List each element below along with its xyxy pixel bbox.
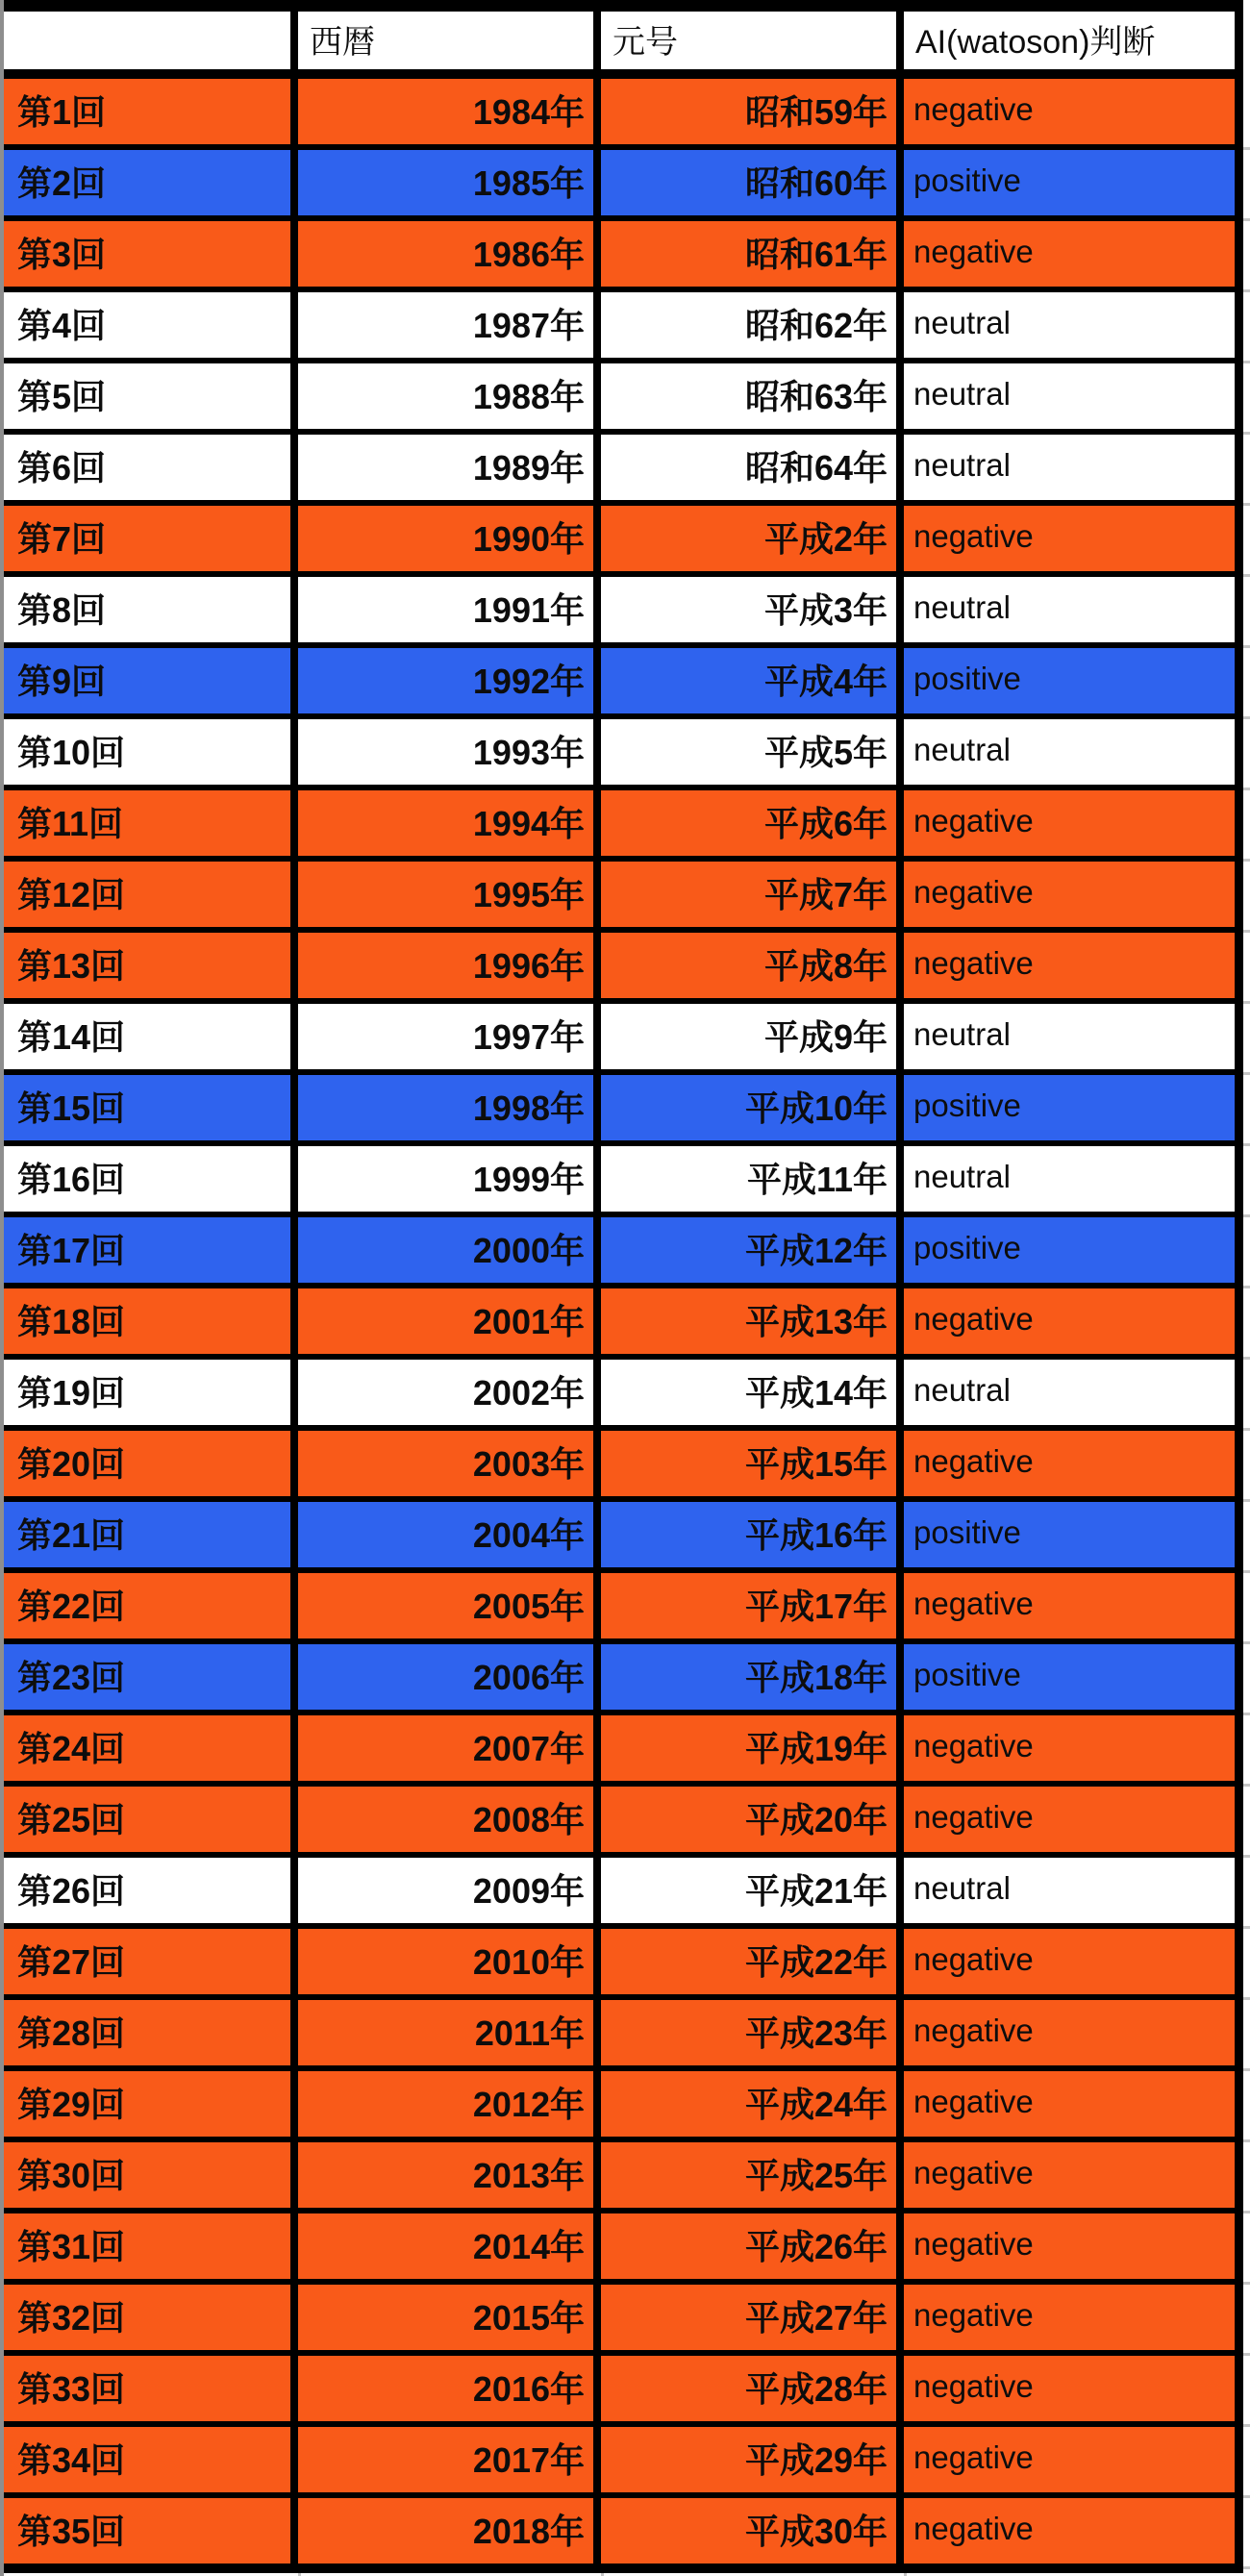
judgment-cell: neutral (904, 577, 1243, 648)
round-cell: 第14回 (4, 1004, 298, 1075)
era-year-cell: 平成12年 (601, 1217, 904, 1288)
table-row (4, 2000, 1243, 2071)
era-year-cell: 平成14年 (601, 1360, 904, 1431)
table-row (4, 1146, 1243, 1217)
era-year-cell: 平成30年 (601, 2498, 904, 2573)
era-year-cell: 平成6年 (601, 790, 904, 862)
round-cell: 第29回 (4, 2071, 298, 2142)
right-gridline-strip (1243, 79, 1250, 2573)
table-row (4, 2213, 1243, 2285)
judgment-cell: positive (904, 1502, 1243, 1573)
western-year-cell: 2012年 (298, 2071, 601, 2142)
judgment-cell: negative (904, 506, 1243, 577)
round-cell: 第2回 (4, 150, 298, 221)
era-year-cell: 平成22年 (601, 1929, 904, 2000)
western-year-cell: 2005年 (298, 1573, 601, 1644)
table-row (4, 435, 1243, 506)
table-row (4, 1573, 1243, 1644)
round-cell: 第27回 (4, 1929, 298, 2000)
era-year-cell: 平成29年 (601, 2427, 904, 2498)
judgment-cell: neutral (904, 363, 1243, 435)
table-row (4, 2498, 1243, 2573)
western-year-cell: 1990年 (298, 506, 601, 577)
era-year-cell: 昭和59年 (601, 79, 904, 150)
judgment-cell: negative (904, 221, 1243, 292)
judgment-cell: negative (904, 2213, 1243, 2285)
round-cell: 第5回 (4, 363, 298, 435)
western-year-cell: 2014年 (298, 2213, 601, 2285)
western-year-cell: 1984年 (298, 79, 601, 150)
judgment-cell: neutral (904, 1360, 1243, 1431)
table-row (4, 1502, 1243, 1573)
western-year-cell: 1993年 (298, 719, 601, 790)
judgment-cell: negative (904, 1787, 1243, 1858)
table-row (4, 577, 1243, 648)
western-year-cell: 2009年 (298, 1858, 601, 1929)
round-cell: 第15回 (4, 1075, 298, 1146)
table-row (4, 150, 1243, 221)
round-cell: 第32回 (4, 2285, 298, 2356)
judgment-cell: negative (904, 2142, 1243, 2213)
western-year-cell: 1988年 (298, 363, 601, 435)
round-cell: 第16回 (4, 1146, 298, 1217)
western-year-cell: 2001年 (298, 1288, 601, 1360)
era-year-cell: 平成8年 (601, 933, 904, 1004)
table-row (4, 719, 1243, 790)
era-year-cell: 平成17年 (601, 1573, 904, 1644)
table-row (4, 506, 1243, 577)
table-row (4, 2356, 1243, 2427)
era-year-cell: 平成24年 (601, 2071, 904, 2142)
judgment-cell: positive (904, 1644, 1243, 1715)
round-cell: 第3回 (4, 221, 298, 292)
table-row (4, 2285, 1243, 2356)
era-year-cell: 平成18年 (601, 1644, 904, 1715)
table-row (4, 79, 1243, 150)
table-row (4, 1715, 1243, 1787)
era-year-cell: 昭和64年 (601, 435, 904, 506)
table-row (4, 221, 1243, 292)
era-year-cell: 平成21年 (601, 1858, 904, 1929)
era-year-cell: 平成7年 (601, 862, 904, 933)
western-year-cell: 2006年 (298, 1644, 601, 1715)
table-row (4, 1288, 1243, 1360)
judgment-cell: negative (904, 1288, 1243, 1360)
western-year-cell: 1995年 (298, 862, 601, 933)
header-ai-judgment: AI(watoson)判断 (904, 0, 1243, 79)
round-cell: 第35回 (4, 2498, 298, 2573)
western-year-cell: 2017年 (298, 2427, 601, 2498)
western-year-cell: 2003年 (298, 1431, 601, 1502)
western-year-cell: 1986年 (298, 221, 601, 292)
round-cell: 第8回 (4, 577, 298, 648)
round-cell: 第30回 (4, 2142, 298, 2213)
round-cell: 第19回 (4, 1360, 298, 1431)
era-year-cell: 平成13年 (601, 1288, 904, 1360)
round-cell: 第10回 (4, 719, 298, 790)
era-year-cell: 昭和61年 (601, 221, 904, 292)
western-year-cell: 2010年 (298, 1929, 601, 2000)
judgment-cell: negative (904, 862, 1243, 933)
table-row (4, 648, 1243, 719)
judgment-cell: neutral (904, 435, 1243, 506)
western-year-cell: 1989年 (298, 435, 601, 506)
header-western-year: 西暦 (298, 0, 601, 79)
era-year-cell: 平成15年 (601, 1431, 904, 1502)
era-year-cell: 平成2年 (601, 506, 904, 577)
round-cell: 第11回 (4, 790, 298, 862)
judgment-cell: negative (904, 790, 1243, 862)
round-cell: 第12回 (4, 862, 298, 933)
judgment-cell: negative (904, 79, 1243, 150)
round-cell: 第13回 (4, 933, 298, 1004)
table-row (4, 1075, 1243, 1146)
round-cell: 第33回 (4, 2356, 298, 2427)
table-row (4, 2427, 1243, 2498)
judgment-cell: positive (904, 648, 1243, 719)
table-row (4, 2142, 1243, 2213)
era-year-cell: 平成25年 (601, 2142, 904, 2213)
round-cell: 第22回 (4, 1573, 298, 1644)
judgment-cell: negative (904, 1431, 1243, 1502)
table-row (4, 1787, 1243, 1858)
table-row (4, 1644, 1243, 1715)
western-year-cell: 1994年 (298, 790, 601, 862)
judgment-cell: negative (904, 933, 1243, 1004)
era-year-cell: 平成5年 (601, 719, 904, 790)
western-year-cell: 2016年 (298, 2356, 601, 2427)
era-year-cell: 平成20年 (601, 1787, 904, 1858)
table-row (4, 363, 1243, 435)
round-cell: 第34回 (4, 2427, 298, 2498)
judgment-cell: positive (904, 1075, 1243, 1146)
era-year-cell: 平成27年 (601, 2285, 904, 2356)
western-year-cell: 2018年 (298, 2498, 601, 2573)
western-year-cell: 1998年 (298, 1075, 601, 1146)
judgment-cell: negative (904, 2427, 1243, 2498)
round-cell: 第28回 (4, 2000, 298, 2071)
western-year-cell: 2015年 (298, 2285, 601, 2356)
western-year-cell: 1992年 (298, 648, 601, 719)
round-cell: 第4回 (4, 292, 298, 363)
judgment-cell: neutral (904, 1146, 1243, 1217)
western-year-cell: 1996年 (298, 933, 601, 1004)
judgment-cell: negative (904, 1715, 1243, 1787)
era-year-cell: 平成19年 (601, 1715, 904, 1787)
judgment-cell: positive (904, 1217, 1243, 1288)
table-row (4, 1004, 1243, 1075)
judgment-cell: negative (904, 2356, 1243, 2427)
round-cell: 第31回 (4, 2213, 298, 2285)
table-row (4, 2071, 1243, 2142)
table-body (4, 79, 1243, 2573)
western-year-cell: 1985年 (298, 150, 601, 221)
era-year-cell: 平成3年 (601, 577, 904, 648)
judgment-cell: negative (904, 2285, 1243, 2356)
western-year-cell: 2002年 (298, 1360, 601, 1431)
era-year-cell: 平成4年 (601, 648, 904, 719)
table-row (4, 1431, 1243, 1502)
era-year-cell: 昭和60年 (601, 150, 904, 221)
table-row (4, 790, 1243, 862)
round-cell: 第23回 (4, 1644, 298, 1715)
judgment-cell: negative (904, 1929, 1243, 2000)
era-year-cell: 平成16年 (601, 1502, 904, 1573)
round-cell: 第26回 (4, 1858, 298, 1929)
judgment-cell: negative (904, 2071, 1243, 2142)
judgment-cell: positive (904, 150, 1243, 221)
table-row (4, 1858, 1243, 1929)
western-year-cell: 2000年 (298, 1217, 601, 1288)
round-cell: 第18回 (4, 1288, 298, 1360)
western-year-cell: 1987年 (298, 292, 601, 363)
sentiment-table (4, 0, 1243, 2573)
western-year-cell: 1999年 (298, 1146, 601, 1217)
judgment-cell: neutral (904, 1004, 1243, 1075)
table-row (4, 1929, 1243, 2000)
table-row (4, 1217, 1243, 1288)
header-era-name: 元号 (601, 0, 904, 79)
judgment-cell: neutral (904, 719, 1243, 790)
round-cell: 第24回 (4, 1715, 298, 1787)
table-row (4, 933, 1243, 1004)
round-cell: 第9回 (4, 648, 298, 719)
western-year-cell: 2011年 (298, 2000, 601, 2071)
judgment-cell: negative (904, 2000, 1243, 2071)
judgment-cell: negative (904, 2498, 1243, 2573)
western-year-cell: 2007年 (298, 1715, 601, 1787)
western-year-cell: 1997年 (298, 1004, 601, 1075)
western-year-cell: 2004年 (298, 1502, 601, 1573)
era-year-cell: 昭和63年 (601, 363, 904, 435)
round-cell: 第6回 (4, 435, 298, 506)
header-row (4, 0, 1243, 79)
era-year-cell: 昭和62年 (601, 292, 904, 363)
western-year-cell: 1991年 (298, 577, 601, 648)
round-cell: 第1回 (4, 79, 298, 150)
header-round-blank (4, 0, 298, 79)
table-row (4, 292, 1243, 363)
judgment-cell: negative (904, 1573, 1243, 1644)
western-year-cell: 2013年 (298, 2142, 601, 2213)
era-year-cell: 平成28年 (601, 2356, 904, 2427)
round-cell: 第17回 (4, 1217, 298, 1288)
table-row (4, 862, 1243, 933)
judgment-cell: neutral (904, 1858, 1243, 1929)
round-cell: 第20回 (4, 1431, 298, 1502)
western-year-cell: 2008年 (298, 1787, 601, 1858)
round-cell: 第21回 (4, 1502, 298, 1573)
era-year-cell: 平成26年 (601, 2213, 904, 2285)
era-year-cell: 平成10年 (601, 1075, 904, 1146)
era-year-cell: 平成9年 (601, 1004, 904, 1075)
era-year-cell: 平成23年 (601, 2000, 904, 2071)
era-year-cell: 平成11年 (601, 1146, 904, 1217)
round-cell: 第7回 (4, 506, 298, 577)
table-row (4, 1360, 1243, 1431)
judgment-cell: neutral (904, 292, 1243, 363)
round-cell: 第25回 (4, 1787, 298, 1858)
